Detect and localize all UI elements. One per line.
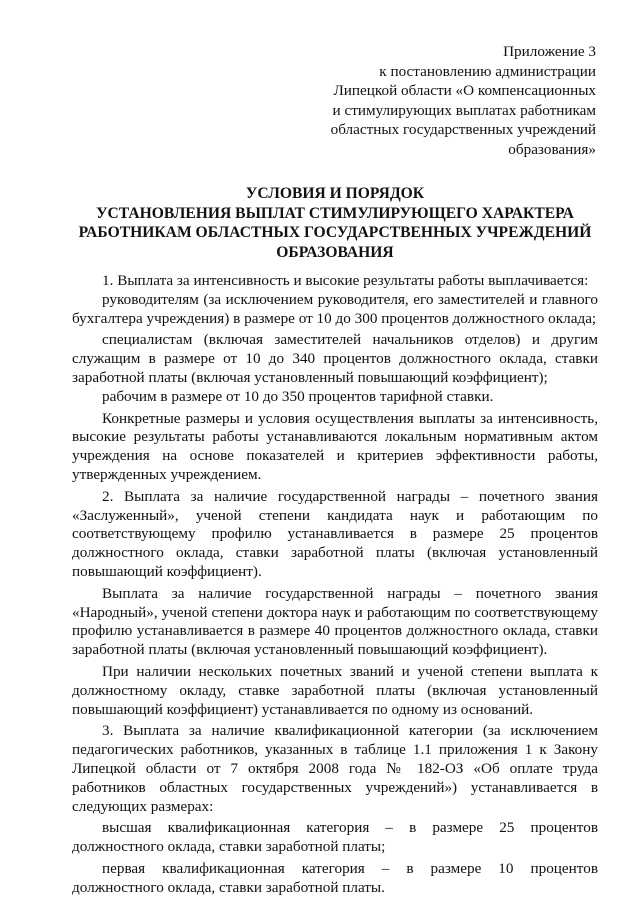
paragraph-local-act: Конкретные размеры и условия осуществления выплаты за интенсивность, высокие результаты работы устанавливаются локальным нормативным актом учреждения на основе показателей и критериев эффективности работы, утвержденных учреждением.	[72, 409, 598, 483]
appendix-line: Липецкой области «О компенсационных	[333, 82, 596, 99]
title-line: УСЛОВИЯ И ПОРЯДОК	[245, 185, 425, 202]
title-line: УСТАНОВЛЕНИЯ ВЫПЛАТ СТИМУЛИРУЮЩЕГО ХАРАКТЕРА	[96, 204, 574, 222]
paragraph-2-honored: 2. Выплата за наличие государственной награды – почетного звания «Заслуженный», ученой степени кандидата наук и работающим по соответствующему профилю устанавливается в размере 25 процентов должностного оклада, ставки заработной платы (включая установленный повышающий коэффициент).	[72, 487, 598, 580]
appendix-line: к постановлению администрации	[379, 62, 596, 80]
paragraph-3-qualification: 3. Выплата за наличие квалификационной категории (за исключением педагогических работников, указанных в таблице 1.1 приложения 1 к Закону Липецкой области от 7 октября 2008 года № 182-ОЗ «Об оплате труда работников областных государственных учреждений») устанавливается в следующих размерах:	[72, 722, 598, 815]
appendix-line: и стимулирующих выплатах работникам	[332, 101, 596, 119]
paragraph-1-intro: 1. Выплата за интенсивность и высокие результаты работы выплачивается:	[102, 272, 589, 289]
document-title	[72, 184, 598, 262]
paragraph-multiple-titles: При наличии нескольких почетных званий и ученой степени выплата к должностному окладу, ставке заработной платы (включая установленный повышающий коэффициент) устанавливается по одному из оснований.	[72, 662, 598, 718]
paragraph-highest-category: высшая квалификационная категория – в размере 25 процентов должностного оклада, ставки заработной платы;	[72, 819, 598, 856]
paragraph-people: Выплата за наличие государственной награды – почетного звания «Народный», ученой степени доктора наук и работающим по соответствующему профилю устанавливается в размере 40 процентов должностного оклада, ставки заработной платы (включая установленный повышающий коэффициент).	[72, 584, 598, 659]
paragraph-workers: рабочим в размере от 10 до 350 процентов тарифной ставки.	[102, 387, 494, 405]
title-line: ОБРАЗОВАНИЯ	[276, 243, 394, 261]
appendix-header	[296, 42, 596, 159]
paragraph-managers: руководителям (за исключением руководителя, его заместителей и главного бухгалтера учреждения) в размере от 10 до 300 процентов должностного оклада;	[72, 290, 598, 327]
appendix-line: Приложение 3	[503, 43, 596, 60]
paragraph-first-category: первая квалификационная категория – в размере 10 процентов должностного оклада, ставки заработной платы.	[72, 859, 598, 896]
appendix-line: областных государственных учреждений	[330, 121, 596, 138]
title-line: РАБОТНИКАМ ОБЛАСТНЫХ ГОСУДАРСТВЕННЫХ УЧРЕЖДЕНИЙ	[78, 224, 592, 241]
document-body	[72, 272, 598, 898]
paragraph-specialists: специалистам (включая заместителей начальников отделов) и другим служащим в размере от 10 до 340 процентов должностного оклада, ставки заработной платы (включая установленный повышающий коэффициент);	[72, 331, 598, 386]
appendix-line: образования»	[508, 140, 596, 158]
